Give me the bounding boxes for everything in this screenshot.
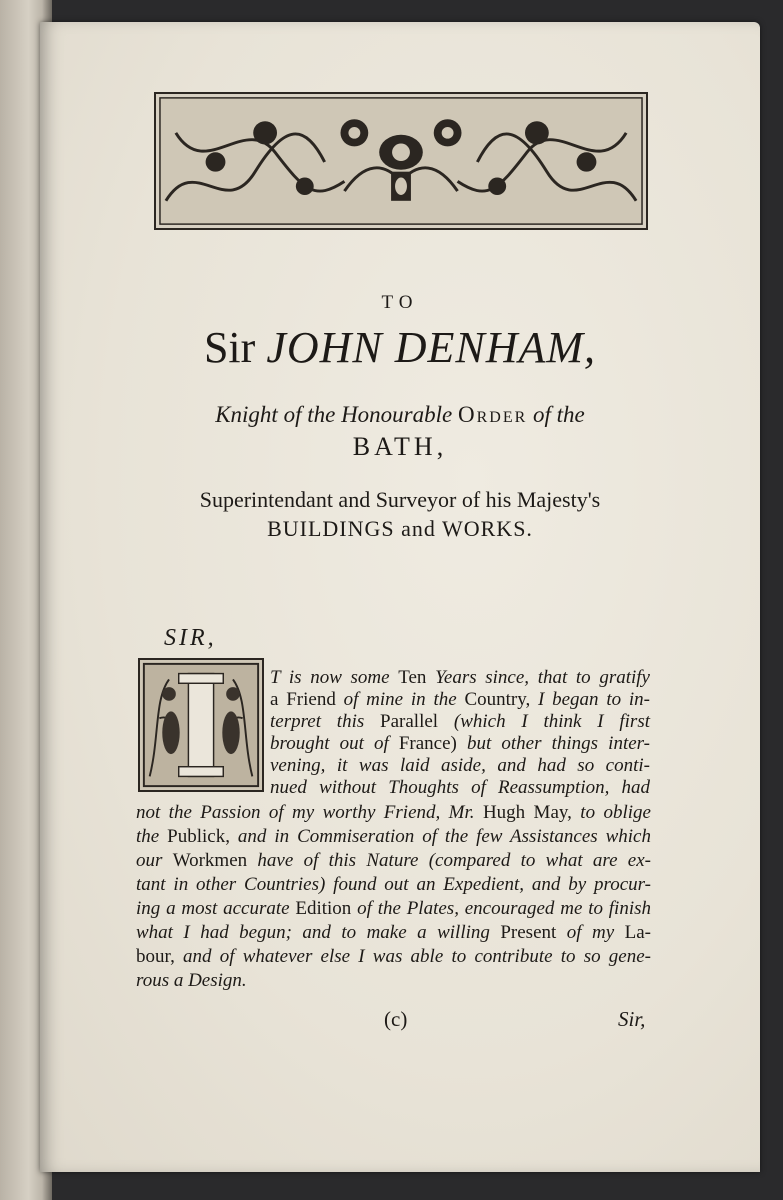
initial-engraving	[140, 660, 262, 790]
body-line	[136, 970, 247, 992]
body-text-run: Ten	[398, 667, 427, 688]
body-text-run: bour,	[136, 946, 175, 967]
catchword: Sir,	[618, 1007, 646, 1031]
body-text-run: Country,	[464, 689, 531, 710]
body-text-run: and in Commiseration of the few Assistances which	[229, 826, 651, 847]
body-text-run: I began to in-	[530, 689, 650, 710]
body-text-run: France)	[398, 733, 457, 754]
body-text-run: have of this Nature (compared to what are ex-	[247, 850, 651, 871]
body-text-run: to oblige	[571, 802, 651, 823]
body-text-run: Present	[500, 922, 557, 943]
body-text-run: Publick,	[167, 826, 230, 847]
knighthood-line	[40, 402, 760, 428]
body-text-run: terpret this	[270, 711, 381, 732]
body-line	[136, 922, 651, 944]
body-text-run: not the Passion of my worthy Friend, Mr.	[136, 802, 483, 823]
body-text-run: tant in other Countries) found out an Expedient, and by procur-	[136, 874, 651, 895]
signature-mark: (c)	[384, 1007, 408, 1031]
body-text-run: of the Plates, encouraged me to finish	[351, 898, 651, 919]
superintendant-line: Superintendant and Surveyor of his Majesty's	[199, 487, 601, 512]
body-text-run: Years since, that to gratify	[426, 667, 650, 688]
book-page	[40, 22, 760, 1172]
body-line	[136, 898, 651, 920]
body-text-run: rous a Design.	[136, 970, 247, 991]
body-text-run: a	[270, 689, 287, 710]
body-line	[270, 711, 650, 733]
body-text-run: Edition	[295, 898, 352, 919]
body-text-run: and of whatever else I was able to contribute to so gene-	[174, 946, 651, 967]
body-line	[270, 667, 650, 689]
body-text-run: but other things inter-	[456, 733, 650, 754]
body-line	[136, 946, 651, 968]
order-word: Order	[457, 402, 528, 427]
body-line	[136, 802, 651, 824]
body-line	[136, 826, 651, 848]
order-of-bath: BATH,	[352, 432, 448, 461]
body-line	[270, 733, 650, 755]
body-text-run: brought out of	[270, 733, 399, 754]
ornamental-headpiece	[154, 92, 648, 230]
buildings-works-line: BUILDINGS and WORKS.	[267, 516, 533, 541]
body-text-run: the	[136, 826, 168, 847]
body-line	[136, 874, 651, 896]
body-text-run: Hugh May,	[482, 802, 572, 823]
body-line	[136, 850, 651, 872]
body-text-run: what I had begun; and to make a willing	[136, 922, 501, 943]
body-text-run: T is now some	[270, 667, 399, 688]
body-line	[270, 777, 650, 799]
body-text-run: of mine in the	[335, 689, 465, 710]
body-text-run: vening, it was laid aside, and had so conti-	[270, 755, 650, 776]
body-line	[270, 755, 650, 777]
body-text-run: Friend	[286, 689, 336, 710]
headpiece-engraving	[156, 94, 646, 228]
body-text-run: (which I think I first	[438, 711, 650, 732]
body-text-run: Parallel	[380, 711, 439, 732]
dedicatee-title: Sir	[203, 323, 256, 372]
dedicatee-name-line	[40, 322, 760, 373]
salutation: SIR,	[164, 625, 217, 651]
body-line	[270, 689, 650, 711]
body-text-run: nued without Thoughts of Reassumption, had	[270, 777, 650, 798]
body-text-run: La-	[624, 922, 651, 943]
dedication-to: TO	[381, 292, 419, 313]
knight-suffix: of the	[533, 402, 585, 427]
body-text-run: Workmen	[172, 850, 248, 871]
dedicatee-name: JOHN DENHAM,	[266, 323, 597, 372]
body-text-run: our	[136, 850, 173, 871]
body-text-run: of my	[556, 922, 625, 943]
knight-prefix: Knight of the Honourable	[215, 402, 453, 427]
decorated-initial	[138, 658, 264, 792]
body-text-run: ing a most accurate	[136, 898, 296, 919]
